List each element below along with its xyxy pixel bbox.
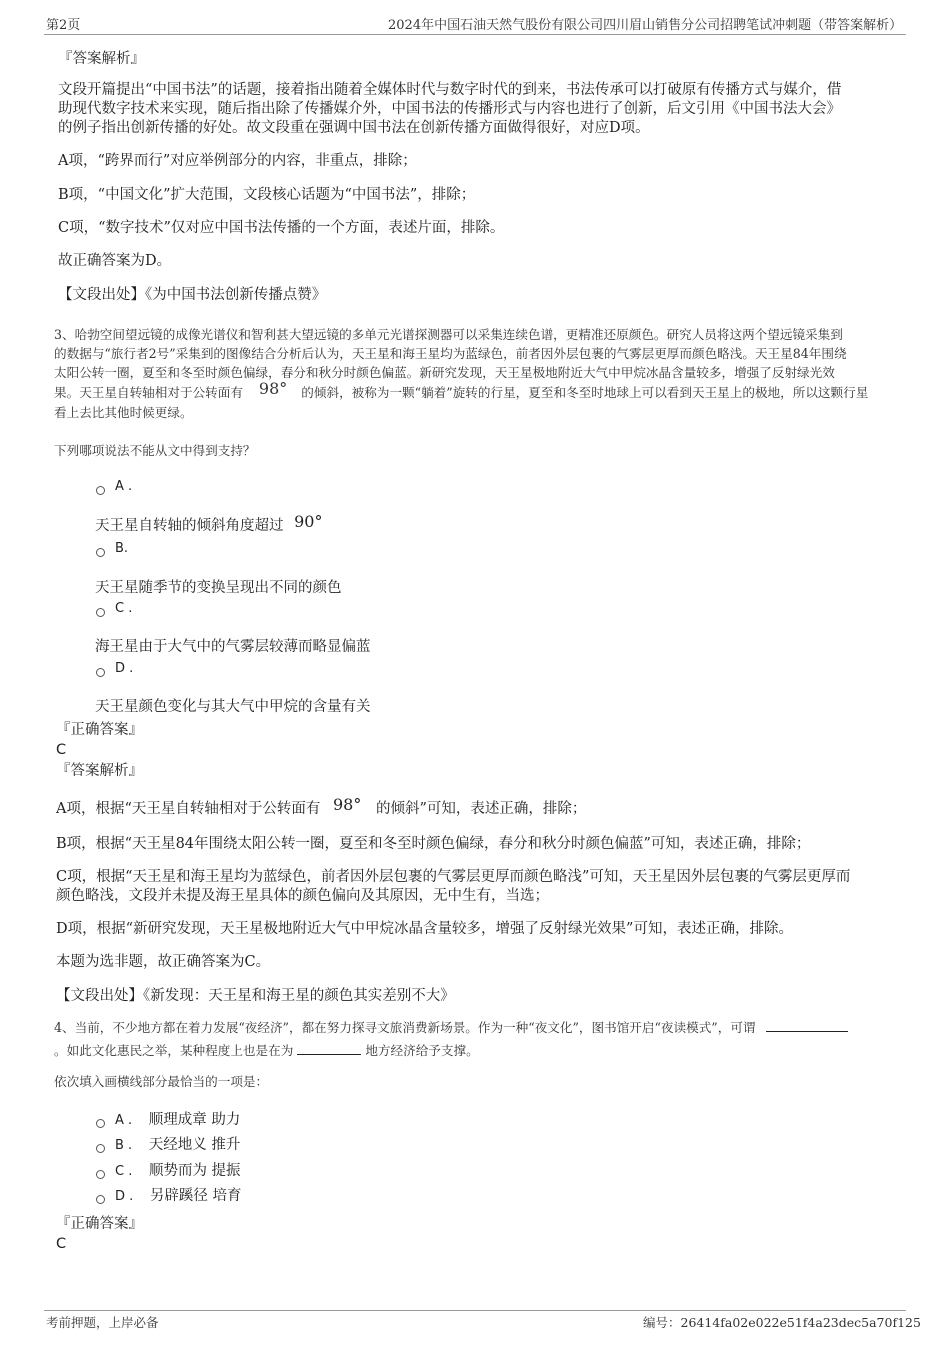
q3-option-c-radio[interactable] xyxy=(96,608,105,617)
q3-conclusion: 本题为选非题，故正确答案为C。 xyxy=(56,954,271,970)
q3-option-b-radio[interactable] xyxy=(96,548,105,557)
q3-option-b-text: 天王星随季节的变换呈现出不同的颜色 xyxy=(95,580,342,596)
q3-option-a-label: 天王星自转轴的倾斜角度超过 xyxy=(95,518,284,534)
q3-angle-math: 98° xyxy=(258,379,288,398)
q4-option-b xyxy=(115,1134,240,1157)
q4-option-d-letter: D . xyxy=(115,1189,134,1204)
q3-source: 【文段出处】《新发现：天王星和海王星的颜色其实差别不大》 xyxy=(56,988,455,1004)
q4-answer-label: 『正确答案』 xyxy=(56,1216,143,1232)
q3-stem-text: 果。天王星自转轴相对于公转面有 xyxy=(54,385,243,400)
q3-analysis-a xyxy=(56,797,586,820)
footer-slogan: 考前押题，上岸必备 xyxy=(46,1315,159,1330)
q4-stem-text: 4、当前，不少地方都在着力发展“夜经济”，都在努力探寻文旅消费新场景。作为一种“夜文化”，图书馆开启“夜读模式”，可谓 xyxy=(54,1020,756,1035)
q4-option-c xyxy=(115,1160,241,1183)
q3-stem-line: 看上去比其他时候更绿。 xyxy=(54,405,193,420)
q3-analysis-a-text: A项，根据“天王星自转轴相对于公转面有 xyxy=(56,801,321,817)
q2-source: 【文段出处】《为中国书法创新传播点赞》 xyxy=(58,287,327,303)
q3-analysis-c: 颜色略浅，文段并未提及海王星具体的颜色偏向及其原因，无中生有，当选； xyxy=(56,888,549,904)
q4-stem-text: 地方经济给予支撑。 xyxy=(365,1043,479,1058)
q4-option-d-radio[interactable] xyxy=(96,1195,105,1204)
q4-option-d xyxy=(115,1185,242,1208)
q4-option-c-letter: C . xyxy=(115,1164,133,1179)
q4-stem-line xyxy=(54,1017,848,1038)
footer-serial: 编号：26414fa02e022e51f4a23dec5a70f125 xyxy=(643,1315,921,1330)
q4-option-a-text: 顺理成章 助力 xyxy=(148,1112,241,1128)
q3-analysis-c: C项，根据“天王星和海王星均为蓝绿色，前者因外层包裹的气雾层更厚而颜色略浅”可知，天王星因外层包裹的气雾层更厚而 xyxy=(56,869,851,885)
page-number: 第2页 xyxy=(46,18,81,33)
q2-item-c: C项，“数字技术”仅对应中国书法传播的一个方面，表述片面，排除。 xyxy=(58,220,505,236)
q4-stem-text: 。如此文化惠民之举，某种程度上也是在为 xyxy=(54,1043,294,1058)
q4-option-d-text: 另辟蹊径 培育 xyxy=(149,1188,242,1204)
q3-option-d-radio[interactable] xyxy=(96,668,105,677)
q3-stem-text: 的倾斜，被称为一颗“躺着”旋转的行星，夏至和冬至时地球上可以看到天王星上的极地，所以这颗行星 xyxy=(301,385,869,400)
q4-blank-1 xyxy=(766,1017,848,1032)
q3-prompt: 下列哪项说法不能从文中得到支持？ xyxy=(54,443,256,458)
q4-answer: C xyxy=(56,1236,67,1252)
q4-option-a-letter: A . xyxy=(115,1113,133,1128)
q3-stem-line-with-math xyxy=(54,379,869,403)
q3-stem-line: 3、哈勃空间望远镜的成像光谱仪和智利甚大望远镜的多单元光谱探测器可以采集连续色谱，更精准还原颜色。研究人员将这两个望远镜采集到 xyxy=(54,327,843,342)
q3-analysis-a-math: 98° xyxy=(333,795,362,814)
q3-option-b-letter: B. xyxy=(115,541,129,556)
q4-option-b-letter: B . xyxy=(115,1138,133,1153)
q4-blank-2 xyxy=(297,1040,361,1055)
footer-divider xyxy=(44,1310,906,1311)
q3-option-a-text xyxy=(95,514,322,537)
q4-prompt: 依次填入画横线部分最恰当的一项是： xyxy=(54,1074,269,1089)
q3-analysis-d: D项，根据“新研究发现，天王星极地附近大气中甲烷冰晶含量较多，增强了反射绿光效果”可知，表述正确，排除。 xyxy=(56,921,793,937)
q4-option-c-text: 顺势而为 提振 xyxy=(148,1163,241,1179)
q3-stem-line: 的数据与“旅行者2号”采集到的图像结合分析后认为，天王星和海王星均为蓝绿色，前者因外层包裹的气雾层更厚而颜色略浅。天王星84年围绕 xyxy=(54,346,847,361)
q3-stem-line: 太阳公转一圈，夏至和冬至时颜色偏绿，春分和秋分时颜色偏蓝。新研究发现，天王星极地附近大气中甲烷冰晶含量较多，增强了反射绿光效 xyxy=(54,365,835,380)
q4-stem-line xyxy=(54,1040,479,1061)
q2-item-a: A项，“跨界而行”对应举例部分的内容，非重点，排除； xyxy=(58,153,417,169)
q3-option-c-letter: C . xyxy=(115,601,133,616)
q2-conclusion: 故正确答案为D。 xyxy=(58,253,172,269)
q2-analysis-line: 文段开篇提出“中国书法”的话题，接着指出随着全媒体时代与数字时代的到来，书法传承可以打破原有传播方式与媒介，借 xyxy=(58,82,842,98)
q3-option-a-math: 90° xyxy=(294,512,323,531)
q3-analysis-a-text: 的倾斜”可知，表述正确，排除； xyxy=(375,801,587,817)
q4-option-c-radio[interactable] xyxy=(96,1170,105,1179)
q3-answer: C xyxy=(56,742,67,758)
q3-option-a-radio[interactable] xyxy=(96,486,105,495)
q3-option-d-letter: D . xyxy=(115,661,134,676)
q3-answer-label: 『正确答案』 xyxy=(56,722,143,738)
q3-analysis-label: 『答案解析』 xyxy=(56,763,143,779)
q2-analysis-label: 『答案解析』 xyxy=(58,51,145,67)
q2-analysis-line: 的例子指出创新传播的好处。故文段重在强调中国书法在创新传播方面做得很好，对应D项。 xyxy=(58,120,650,136)
q4-option-a-radio[interactable] xyxy=(96,1119,105,1128)
q3-option-c-text: 海王星由于大气中的气雾层较薄而略显偏蓝 xyxy=(95,639,371,655)
q3-analysis-b: B项，根据“天王星84年围绕太阳公转一圈，夏至和冬至时颜色偏绿，春分和秋分时颜色偏蓝”可知，表述正确，排除； xyxy=(56,836,811,852)
q4-option-b-radio[interactable] xyxy=(96,1144,105,1153)
q2-analysis-line: 助现代数字技术来实现，随后指出除了传播媒介外，中国书法的传播形式与内容也进行了创新，后文引用《中国书法大会》 xyxy=(58,101,841,117)
q4-option-a xyxy=(115,1109,240,1132)
document-title: 2024年中国石油天然气股份有限公司四川眉山销售分公司招聘笔试冲刺题（带答案解析） xyxy=(388,18,903,33)
q2-item-b: B项，“中国文化”扩大范围，文段核心话题为“中国书法”，排除； xyxy=(58,187,476,203)
q4-option-b-text: 天经地义 推升 xyxy=(148,1137,241,1153)
header-divider xyxy=(44,34,906,35)
q3-option-d-text: 天王星颜色变化与其大气中甲烷的含量有关 xyxy=(95,699,371,715)
q3-option-a-letter: A . xyxy=(115,479,133,494)
